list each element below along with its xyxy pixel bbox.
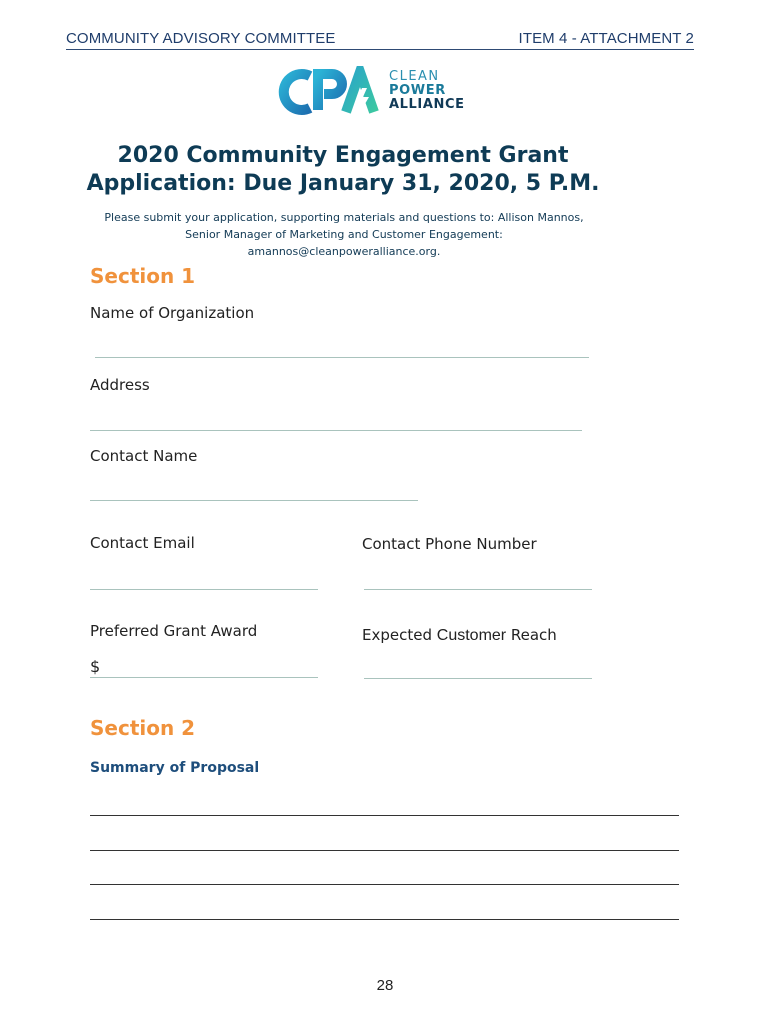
reach-label-part-1: Expected — [362, 626, 437, 644]
title-line-1: 2020 Community Engagement Grant — [117, 143, 569, 168]
header-left-text: COMMUNITY ADVISORY COMMITTEE — [66, 30, 336, 47]
address-label: Address — [90, 376, 150, 394]
summary-line-3[interactable] — [90, 884, 679, 885]
header-rule — [66, 49, 694, 50]
preferred-grant-award-label: Preferred Grant Award — [90, 622, 258, 640]
section-2-heading: Section 2 — [90, 716, 196, 740]
reach-label-part-2: Customer — [436, 627, 507, 644]
logo-word-power: POWER — [389, 83, 446, 98]
contact-email-field[interactable] — [90, 589, 318, 590]
contact-email-label: Contact Email — [90, 534, 195, 552]
summary-of-proposal-label: Summary of Proposal — [90, 760, 260, 776]
intro-text — [80, 209, 608, 260]
cpa-logo — [276, 66, 476, 122]
summary-line-4[interactable] — [90, 919, 679, 920]
reach-label-part-3: Reach — [506, 626, 557, 644]
logo-word-alliance: ALLIANCE — [389, 97, 465, 112]
name-of-organization-field[interactable] — [95, 357, 589, 358]
intro-line-1: Please submit your application, supporting materials and questions to: Allison Mannos, — [104, 211, 584, 224]
section-1-heading: Section 1 — [90, 264, 196, 288]
cpa-logo-mark — [276, 66, 386, 122]
title-line-2: Application: Due January 31, 2020, 5 P.M. — [86, 171, 600, 196]
summary-line-2[interactable] — [90, 850, 679, 851]
page-number: 28 — [376, 977, 394, 994]
contact-name-label: Contact Name — [90, 447, 198, 465]
contact-phone-label: Contact Phone Number — [362, 535, 537, 553]
summary-line-1[interactable] — [90, 815, 679, 816]
page-title — [60, 142, 626, 198]
name-of-organization-label: Name of Organization — [90, 304, 255, 322]
preferred-grant-award-field[interactable] — [90, 677, 318, 678]
logo-word-clean: CLEAN — [389, 69, 440, 84]
contact-name-field[interactable] — [90, 500, 418, 501]
expected-customer-reach-field[interactable] — [364, 678, 592, 679]
header-right-text: ITEM 4 - ATTACHMENT 2 — [518, 30, 694, 47]
dollar-sign: $ — [90, 657, 101, 676]
intro-line-2: Senior Manager of Marketing and Customer Engagement: — [185, 228, 503, 241]
address-field[interactable] — [90, 430, 582, 431]
contact-phone-field[interactable] — [364, 589, 592, 590]
expected-customer-reach-label — [362, 626, 557, 645]
intro-line-3: amannos@cleanpoweralliance.org. — [247, 245, 441, 258]
logo-wordmark — [389, 70, 465, 112]
